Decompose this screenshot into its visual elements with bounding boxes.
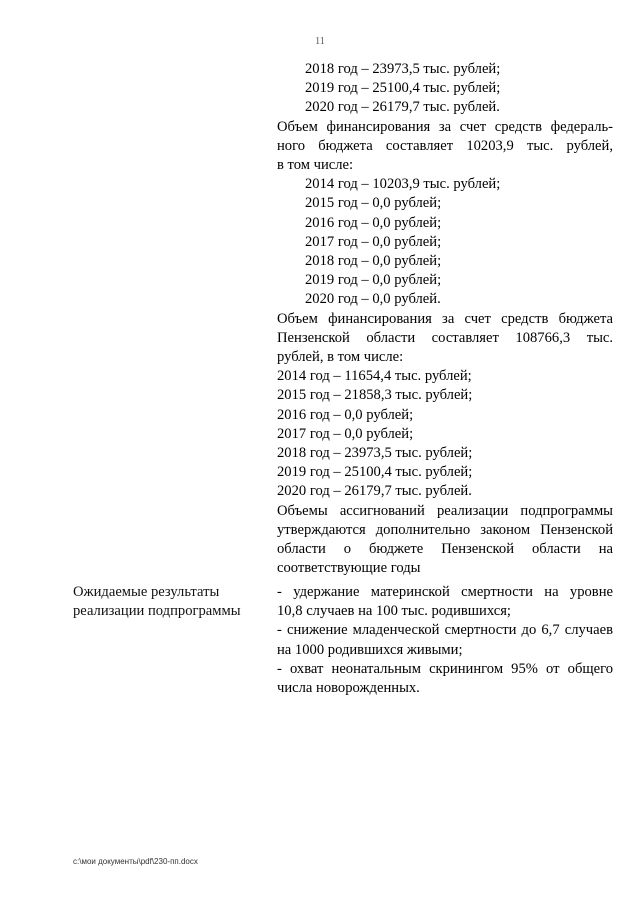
federal-intro-line: ного бюджета составляет 10203,9 тыс. рублей, [277,137,613,154]
expected-results-label [73,583,273,621]
expected-results-label-line: реализации подпрограммы [73,603,241,620]
result-item-line: - охват неонатальным скринингом 95% от общего [277,660,613,677]
allocation-note-line: Объемы ассигнований реализации подпрограммы [277,502,613,519]
federal-year-line: 2016 год – 0,0 рублей; [305,214,442,231]
result-item-line: числа новорожденных. [277,680,420,697]
federal-year-line: 2019 год – 0,0 рублей; [305,272,442,289]
federal-year-line: 2018 год – 0,0 рублей; [305,253,442,270]
regional-year-line: 2015 год – 21858,3 тыс. рублей; [277,387,473,404]
funding-column [277,60,613,578]
result-item-line: на 1000 родившихся живыми; [277,641,463,658]
regional-year-line: 2017 год – 0,0 рублей; [277,425,414,442]
regional-intro-line: Объем финансирования за счет средств бюджета [277,310,613,327]
federal-year-line: 2020 год – 0,0 рублей. [305,291,441,308]
regional-year-line: 2019 год – 25100,4 тыс. рублей; [277,464,473,481]
federal-year-line: 2017 год – 0,0 рублей; [305,233,442,250]
federal-year-line: 2015 год – 0,0 рублей; [305,195,442,212]
funding-line: 2018 год – 23973,5 тыс. рублей; [305,61,501,77]
regional-intro-line: Пензенской области составляет 108766,3 тыс. [277,329,613,346]
result-item-line: - снижение младенческой смертности до 6,7 случаев [277,622,613,639]
allocation-note-line: утверждаются дополнительно законом Пензенской [277,521,613,538]
regional-year-line: 2020 год – 26179,7 тыс. рублей. [277,483,472,500]
allocation-note-line: соответствующие годы [277,560,421,577]
expected-results-list [277,583,613,698]
result-item-line: 10,8 случаев на 100 тыс. родившихся; [277,603,511,620]
allocation-note-line: области о бюджете Пензенской области на [277,541,613,558]
federal-intro-line: Объем финансирования за счет средств федераль- [277,118,613,135]
regional-year-line: 2014 год – 11654,4 тыс. рублей; [277,368,472,385]
regional-year-line: 2018 год – 23973,5 тыс. рублей; [277,445,473,462]
regional-year-line: 2016 год – 0,0 рублей; [277,406,414,423]
federal-intro-line: в том числе: [277,157,354,174]
funding-line: 2020 год – 26179,7 тыс. рублей. [305,99,500,116]
federal-year-line: 2014 год – 10203,9 тыс. рублей; [305,176,501,193]
result-item-line: - удержание материнской смертности на уровне [277,584,613,600]
expected-results-label-line: Ожидаемые результаты [73,584,220,600]
page-number: 11 [315,36,325,47]
regional-intro-line: рублей, в том числе: [277,349,404,366]
footer-file-path: c:\мои документы\pdf\230-пп.docx [73,857,198,866]
funding-line: 2019 год – 25100,4 тыс. рублей; [305,80,501,97]
